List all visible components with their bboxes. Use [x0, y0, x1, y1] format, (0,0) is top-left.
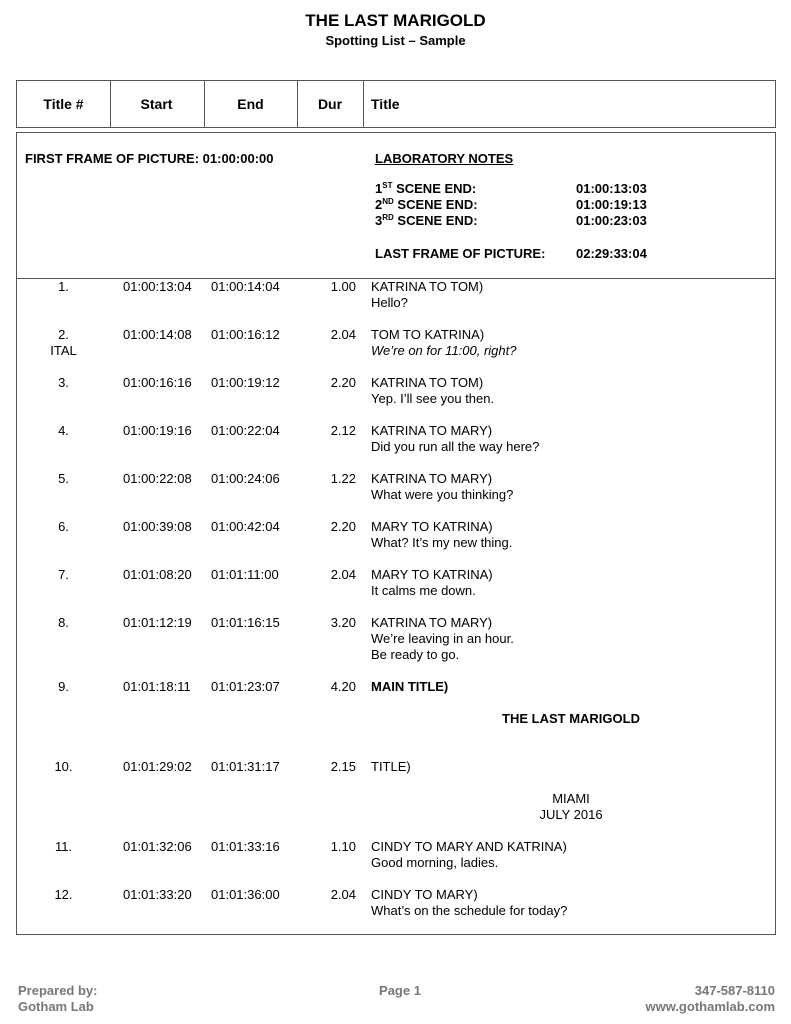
row-1-duration: 1.00 [330, 279, 356, 294]
row-11-number: 11. [54, 839, 73, 854]
row-1-start: 01:00:13:04 [123, 279, 192, 294]
row-5-start: 01:00:22:08 [123, 471, 192, 486]
row-5-end: 01:00:24:06 [211, 471, 280, 486]
row-4-end: 01:00:22:04 [211, 423, 280, 438]
row-11-speaker: CINDY TO MARY AND KATRINA) [371, 839, 567, 854]
row-1-end: 01:00:14:04 [211, 279, 280, 294]
row-7-duration: 2.04 [330, 567, 356, 582]
row-3-duration: 2.20 [330, 375, 356, 390]
row-11-duration: 1.10 [330, 839, 356, 854]
scene-2-end-label: 2ND SCENE END: [375, 197, 478, 212]
row-8-dialogue-line-2: Be ready to go. [371, 647, 460, 662]
scene-1-end-label: 1ST SCENE END: [375, 181, 477, 196]
row-2-note: ITAL [50, 343, 77, 358]
row-12-number: 12. [54, 887, 73, 902]
row-10-speaker: TITLE) [371, 759, 411, 774]
row-1-dialogue: Hello? [371, 295, 408, 310]
row-2-speaker: TOM TO KATRINA) [371, 327, 485, 342]
row-6-duration: 2.20 [330, 519, 356, 534]
scene-3-end-label: 3RD SCENE END: [375, 213, 478, 228]
column-header-dur: Dur [317, 96, 343, 112]
row-1-number: 1. [58, 279, 69, 294]
row-4-speaker: KATRINA TO MARY) [371, 423, 493, 438]
row-5-speaker: KATRINA TO MARY) [371, 471, 493, 486]
page-number: Page 1 [379, 983, 421, 998]
row-7-number: 7. [58, 567, 69, 582]
row-7-dialogue: It calms me down. [371, 583, 476, 598]
row-2-duration: 2.04 [330, 327, 356, 342]
row-7-start: 01:01:08:20 [123, 567, 192, 582]
row-10-duration: 2.15 [330, 759, 356, 774]
row-4-start: 01:00:19:16 [123, 423, 192, 438]
column-header-title-number: Title # [43, 96, 84, 112]
row-12-dialogue: What’s on the schedule for today? [371, 903, 568, 918]
scene-2-end-timecode: 01:00:19:13 [576, 197, 647, 212]
spotting-list-body [16, 132, 776, 935]
row-8-number: 8. [58, 615, 69, 630]
prepared-by-label: Prepared by: [18, 983, 98, 998]
row-9-number: 9. [58, 679, 69, 694]
phone-number: 347-587-8110 [694, 983, 775, 998]
laboratory-notes-heading: LABORATORY NOTES [375, 151, 514, 166]
row-3-start: 01:00:16:16 [123, 375, 192, 390]
row-9-speaker: MAIN TITLE) [371, 679, 449, 694]
row-11-start: 01:01:32:06 [123, 839, 192, 854]
row-4-dialogue: Did you run all the way here? [371, 439, 540, 454]
row-12-start: 01:01:33:20 [123, 887, 192, 902]
column-header-start: Start [140, 96, 173, 112]
row-5-duration: 1.22 [330, 471, 356, 486]
row-10-start: 01:01:29:02 [123, 759, 192, 774]
row-12-duration: 2.04 [330, 887, 356, 902]
column-header-end: End [237, 96, 264, 112]
row-12-speaker: CINDY TO MARY) [371, 887, 478, 902]
row-9-duration: 4.20 [330, 679, 356, 694]
row-6-number: 6. [58, 519, 69, 534]
row-6-start: 01:00:39:08 [123, 519, 192, 534]
scene-1-end-timecode: 01:00:13:03 [576, 181, 647, 196]
row-2-end: 01:00:16:12 [211, 327, 280, 342]
row-9-end: 01:01:23:07 [211, 679, 280, 694]
row-6-end: 01:00:42:04 [211, 519, 280, 534]
row-4-duration: 2.12 [330, 423, 356, 438]
scene-3-end-timecode: 01:00:23:03 [576, 213, 647, 228]
row-9-start: 01:01:18:11 [123, 679, 191, 694]
row-7-speaker: MARY TO KATRINA) [371, 567, 493, 582]
row-4-number: 4. [58, 423, 69, 438]
row-5-dialogue: What were you thinking? [371, 487, 514, 502]
row-8-start: 01:01:12:19 [123, 615, 192, 630]
document-title: THE LAST MARIGOLD [305, 11, 486, 30]
row-1-speaker: KATRINA TO TOM) [371, 279, 484, 294]
row-8-dialogue-line-1: We’re leaving in an hour. [371, 631, 514, 646]
row-2-number: 2. [58, 327, 69, 342]
row-10-title-card-line-2: JULY 2016 [539, 807, 603, 822]
row-2-start: 01:00:14:08 [123, 327, 192, 342]
row-3-dialogue: Yep. I’ll see you then. [371, 391, 495, 406]
row-6-speaker: MARY TO KATRINA) [371, 519, 493, 534]
last-frame-label: LAST FRAME OF PICTURE: [375, 246, 546, 261]
column-header-title: Title [371, 96, 400, 112]
row-6-dialogue: What? It’s my new thing. [371, 535, 513, 550]
row-8-duration: 3.20 [330, 615, 356, 630]
website: www.gothamlab.com [645, 999, 775, 1014]
first-frame-of-picture: FIRST FRAME OF PICTURE: 01:00:00:00 [25, 151, 274, 166]
row-11-dialogue: Good morning, ladies. [371, 855, 499, 870]
row-10-end: 01:01:31:17 [211, 759, 280, 774]
row-3-speaker: KATRINA TO TOM) [371, 375, 484, 390]
row-10-title-card-line-1: MIAMI [552, 791, 590, 806]
row-5-number: 5. [58, 471, 69, 486]
row-7-end: 01:01:11:00 [211, 567, 279, 582]
row-2-dialogue: We’re on for 11:00, right? [371, 343, 517, 358]
row-3-number: 3. [58, 375, 69, 390]
column-divider [363, 81, 364, 127]
last-frame-timecode: 02:29:33:04 [576, 246, 647, 261]
row-8-speaker: KATRINA TO MARY) [371, 615, 493, 630]
row-10-number: 10. [54, 759, 73, 774]
column-header-row [16, 80, 776, 128]
row-8-end: 01:01:16:15 [211, 615, 280, 630]
document-subtitle: Spotting List – Sample [325, 33, 466, 48]
row-9-title-card: THE LAST MARIGOLD [502, 711, 640, 726]
row-11-end: 01:01:33:16 [211, 839, 280, 854]
row-12-end: 01:01:36:00 [211, 887, 280, 902]
prepared-by-name: Gotham Lab [18, 999, 94, 1014]
row-3-end: 01:00:19:12 [211, 375, 280, 390]
